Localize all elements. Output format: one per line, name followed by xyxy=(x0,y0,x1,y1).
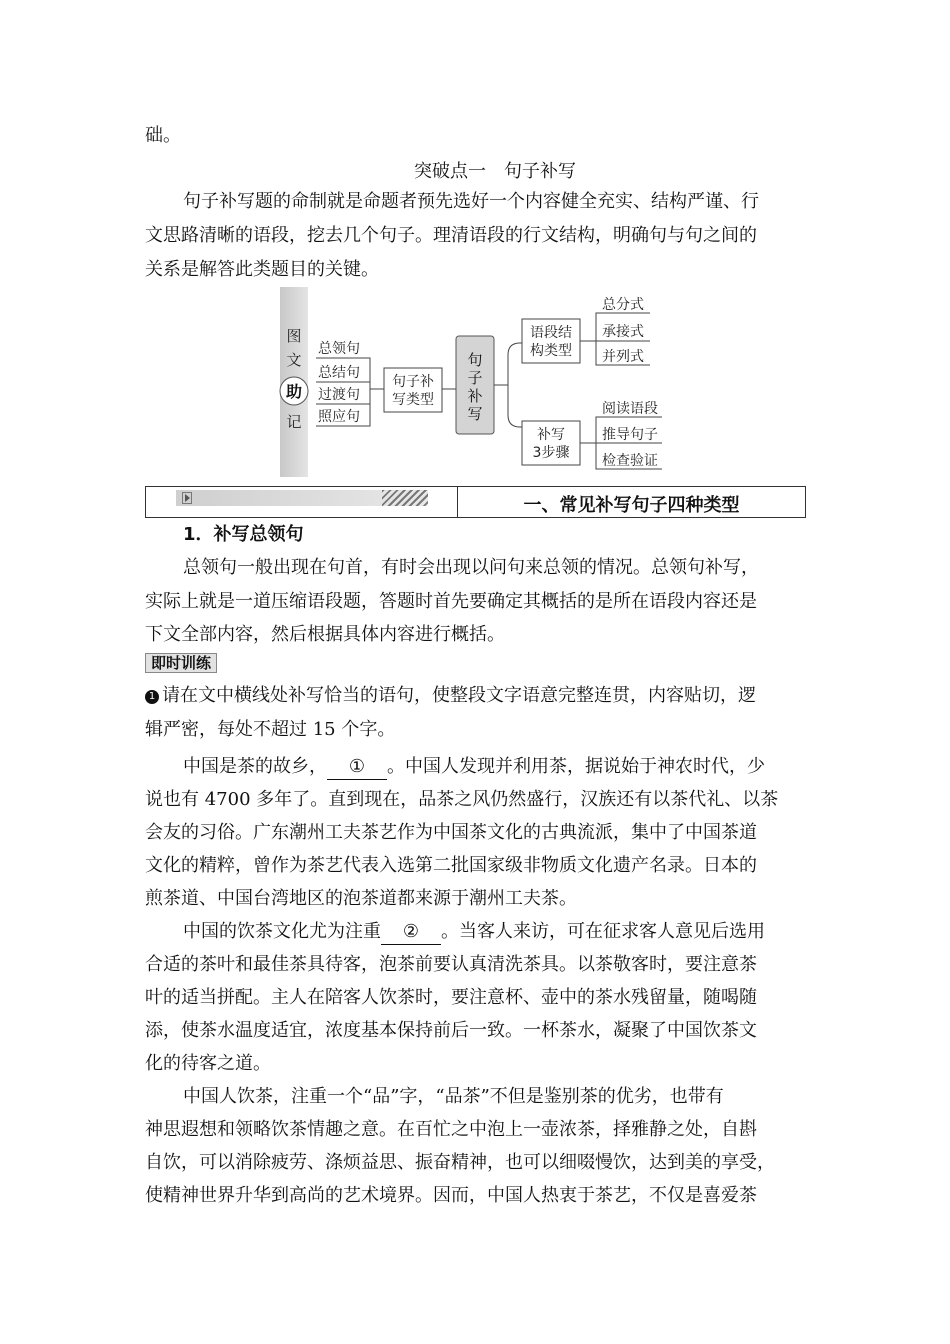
mind-map-diagram xyxy=(270,285,680,480)
question-number-icon: 1 xyxy=(145,690,159,704)
para1-line: 总领句一般出现在句首，有时会出现以问句来总领的情况。总领句补写， xyxy=(183,557,759,578)
passage-p3-line: 中国人饮茶，注重一个“品”字，“品茶”不但是鉴别茶的优劣，也带有 xyxy=(183,1086,724,1107)
left-item-zongjie: 总结句 xyxy=(318,365,360,381)
p2-end: 。当客人来访，可在征求客人意见后选用 xyxy=(441,921,765,942)
steps-item-tuidao: 推导句子 xyxy=(602,427,658,443)
side-label-top-2: 文 xyxy=(286,351,302,369)
center-box-char3: 补 xyxy=(467,387,483,405)
para1-line: 下文全部内容，然后根据具体内容进行概括。 xyxy=(145,624,505,645)
banner-title: 一、常见补写句子四种类型 xyxy=(523,495,740,516)
side-label-top-1: 图 xyxy=(286,327,302,345)
passage-p2-line: 合适的茶叶和最佳茶具待客，泡茶前要认真清洗茶具。以茶敬客时，要注意茶 xyxy=(145,954,757,975)
passage-p2-line: 化的待客之道。 xyxy=(145,1053,271,1074)
practice-row xyxy=(145,651,810,675)
intro-line: 句子补写题的命制就是命题者预先选好一个内容健全充实、结构严谨、行 xyxy=(183,191,759,212)
question-line xyxy=(145,684,810,708)
passage-p1-line: 说也有 4700 多年了。直到现在，品茶之风仍然盛行，汉族还有以茶代礼、以茶 xyxy=(145,789,779,810)
passage-p2-line: 叶的适当拼配。主人在陪客人饮茶时，要注意杯、壶中的茶水残留量，随喝随 xyxy=(145,987,757,1008)
intro-line: 文思路清晰的语段，挖去几个句子。理清语段的行文结构，明确句与句之间的 xyxy=(145,225,757,246)
p1-end: 。中国人发现并利用茶，据说始于神农时代，少 xyxy=(387,756,765,777)
structure-box-line1: 语段结 xyxy=(530,325,572,341)
passage-p1-first xyxy=(183,755,810,780)
center-box-char1: 句 xyxy=(467,351,483,369)
passage-p1-line: 煎茶道、中国台湾地区的泡茶道都来源于潮州工夫茶。 xyxy=(145,888,577,909)
steps-box-line1: 补写 xyxy=(537,427,565,443)
side-label-bottom: 记 xyxy=(286,413,302,431)
p2-start: 中国的饮茶文化尤为注重 xyxy=(183,921,381,942)
passage-p3-line: 自饮，可以消除疲劳、涤烦益思、振奋精神，也可以细啜慢饮，达到美的享受， xyxy=(145,1152,775,1173)
section-banner xyxy=(145,486,806,518)
section-title: 突破点一 句子补写 xyxy=(414,161,576,182)
types-box-line2: 写类型 xyxy=(392,392,434,408)
passage-p3-line: 使精神世界升华到高尚的艺术境界。因而，中国人热衷于茶艺，不仅是喜爱茶 xyxy=(145,1185,757,1206)
structure-item-binglie: 并列式 xyxy=(602,349,644,365)
para1-line: 实际上就是一道压缩语段题，答题时首先要确定其概括的是所在语段内容还是 xyxy=(145,591,757,612)
structure-box-line2: 构类型 xyxy=(530,343,572,359)
question-text: 请在文中横线处补写恰当的语句，使整段文字语意完整连贯，内容贴切，逻 xyxy=(162,685,756,706)
types-box-line1: 句子补 xyxy=(392,374,434,390)
structure-item-chengjie: 承接式 xyxy=(602,324,644,340)
steps-item-yuedu: 阅读语段 xyxy=(602,401,658,417)
blank-2[interactable]: ② xyxy=(381,920,441,945)
intro-line: 关系是解答此类题目的关键。 xyxy=(145,259,379,280)
question-line: 辑严密，每处不超过 15 个字。 xyxy=(145,719,396,740)
left-item-guodu: 过渡句 xyxy=(318,387,360,403)
center-box-char2: 子 xyxy=(467,369,483,387)
passage-p2-first xyxy=(183,920,810,945)
side-label-circle-text: 助 xyxy=(285,382,303,401)
top-fragment: 础。 xyxy=(145,125,181,146)
play-icon xyxy=(182,492,192,504)
practice-tag: 即时训练 xyxy=(145,653,217,673)
structure-item-zongfen: 总分式 xyxy=(602,297,644,313)
p1-start: 中国是茶的故乡， xyxy=(183,756,327,777)
passage-p1-line: 会友的习俗。广东潮州工夫茶艺作为中国茶文化的古典流派，集中了中国茶道 xyxy=(145,822,757,843)
center-box-char4: 写 xyxy=(467,405,483,423)
left-item-zongling: 总领句 xyxy=(318,341,360,357)
passage-p2-line: 添，使茶水温度适宜，浓度基本保持前后一致。一杯茶水，凝聚了中国饮茶文 xyxy=(145,1020,757,1041)
subheading: 1．补写总领句 xyxy=(183,524,304,545)
blank-1[interactable]: ① xyxy=(327,755,387,780)
banner-hatch xyxy=(382,490,428,506)
steps-item-jiancha: 检查验证 xyxy=(602,453,658,469)
steps-box-line2: 3步骤 xyxy=(532,445,570,461)
left-item-zhaoying: 照应句 xyxy=(318,409,360,425)
passage-p1-line: 文化的精粹，曾作为茶艺代表入选第二批国家级非物质文化遗产名录。日本的 xyxy=(145,855,757,876)
passage-p3-line: 神思遐想和领略饮茶情趣之意。在百忙之中泡上一壶浓茶，择雅静之处，自斟 xyxy=(145,1119,757,1140)
